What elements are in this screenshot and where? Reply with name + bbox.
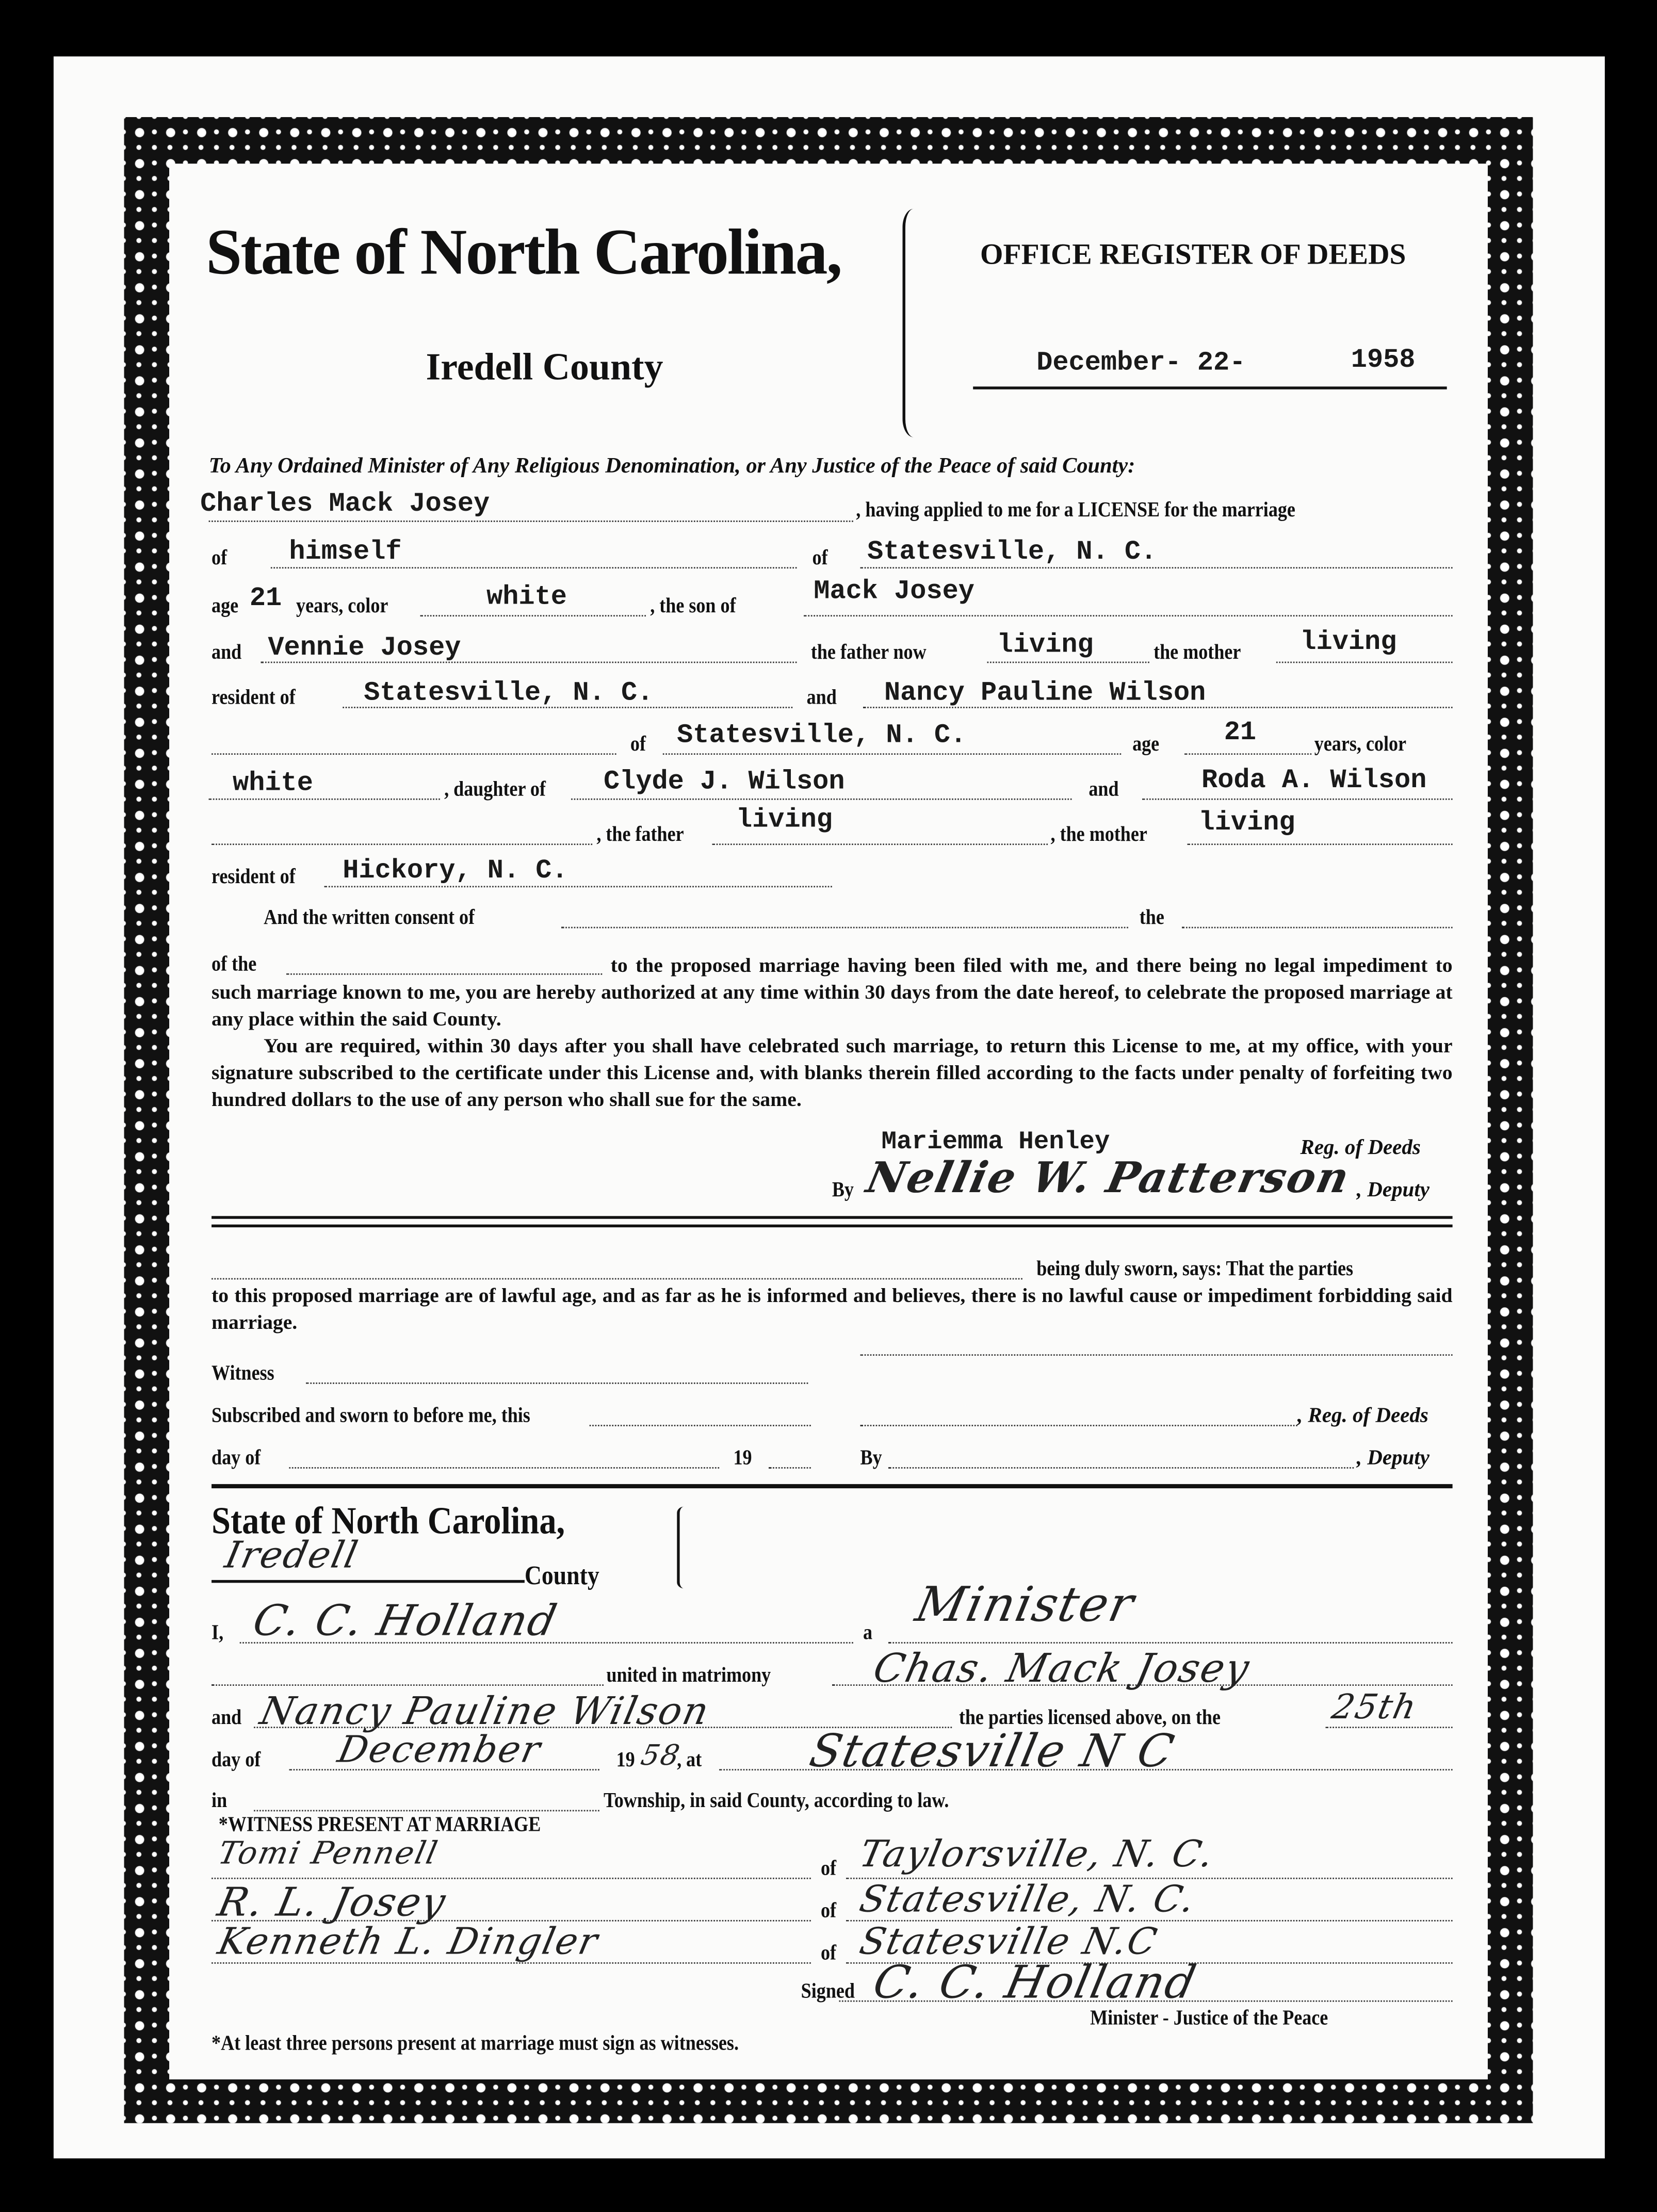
applicant-name: Charles Mack Josey — [200, 488, 490, 519]
field-line — [1182, 927, 1453, 929]
field-line — [1188, 843, 1453, 845]
field-line — [212, 753, 616, 755]
label: of — [820, 1942, 837, 1965]
bride-handwritten: Nancy Pauline Wilson — [256, 1690, 714, 1734]
witness-name: Tomi Pennell — [215, 1836, 442, 1872]
field-line — [1326, 1727, 1453, 1728]
label: a — [863, 1622, 873, 1645]
label: age — [212, 595, 239, 618]
label: years, color — [1314, 734, 1407, 756]
field-line — [860, 1425, 1297, 1426]
label: And the written consent of — [264, 907, 475, 930]
label: Township, in said County, according to law. — [603, 1790, 949, 1813]
bride-residence: Statesville, N. C. — [677, 719, 967, 751]
bride-parents-residence: Hickory, N. C. — [343, 855, 568, 886]
label: the parties licensed above, on the — [959, 1706, 1221, 1730]
witness-residence: Statesville, N. C. — [855, 1879, 1200, 1922]
bride-father: Clyde J. Wilson — [603, 766, 845, 798]
field-line — [212, 843, 592, 845]
affidavit-text: to this proposed marriage are of lawful age, and as far as he is informed and believes, there is no lawful cause or impediment forbidding said marriage. — [212, 1285, 1453, 1335]
label: , having applied to me for a LICENSE for the marriage — [856, 499, 1295, 522]
label: , the mother — [1050, 824, 1147, 847]
label: and — [212, 642, 242, 665]
witness-name: Kenneth L. Dingler — [214, 1921, 603, 1964]
witness-heading: *WITNESS PRESENT AT MARRIAGE — [218, 1814, 541, 1837]
label: 19 — [616, 1749, 635, 1772]
label: , the son of — [650, 595, 736, 618]
field-line — [254, 1810, 599, 1812]
field-line — [212, 1684, 604, 1686]
label: years, color — [296, 595, 388, 618]
label: and — [212, 1706, 242, 1730]
office-title: OFFICE REGISTER OF DEEDS — [980, 237, 1406, 271]
field-line — [987, 662, 1149, 663]
bride-mother-status: living — [1198, 807, 1295, 838]
bride-name: Nancy Pauline Wilson — [884, 677, 1206, 708]
label: of — [812, 547, 828, 570]
field-line — [769, 1467, 811, 1469]
officiant-title: Minister — [911, 1577, 1140, 1634]
label: resident of — [212, 687, 296, 710]
label: and — [1089, 778, 1119, 802]
divider — [212, 1216, 1453, 1218]
field-line — [212, 1278, 1022, 1280]
groom-parents-residence: Statesville, N. C. — [364, 677, 654, 708]
label: the father now — [810, 642, 927, 665]
field-line — [1184, 753, 1311, 755]
label: Reg. of Deeds — [1300, 1137, 1421, 1160]
field-line — [212, 1580, 525, 1582]
label: day of — [212, 1447, 261, 1470]
groom-father: Mack Josey — [814, 575, 975, 607]
certificate-state-title: State of North Carolina, — [212, 1499, 565, 1542]
divider — [212, 1225, 1453, 1227]
groom-color: white — [486, 581, 567, 612]
field-line — [271, 567, 797, 568]
signer-title: Minister - Justice of the Peace — [1090, 2007, 1328, 2030]
witness-residence: Statesville N.C — [855, 1921, 1162, 1964]
certificate-county: Iredell — [221, 1535, 363, 1577]
groom-father-status: living — [997, 629, 1094, 660]
label: of the — [212, 953, 257, 977]
label: of — [630, 734, 646, 756]
officiant-name: C. C. Holland — [248, 1597, 562, 1647]
label: Subscribed and sworn to before me, this — [212, 1405, 530, 1428]
label: being duly sworn, says: That the parties — [1036, 1258, 1354, 1281]
label: and — [806, 687, 837, 710]
field-line — [571, 799, 1071, 800]
label: By — [832, 1179, 854, 1202]
witness-residence: Taylorsville, N. C. — [855, 1834, 1219, 1877]
field-line — [289, 1467, 719, 1469]
field-line — [1276, 662, 1453, 663]
groom-age: 21 — [249, 582, 282, 614]
field-line — [712, 843, 1048, 845]
label: the mother — [1154, 642, 1241, 665]
license-year: 1958 — [1351, 344, 1416, 376]
field-line — [663, 753, 1121, 755]
license-date: December- 22- — [1036, 347, 1246, 378]
divider — [212, 1484, 1453, 1488]
marriage-year: 58 — [638, 1738, 684, 1772]
brace-icon — [903, 209, 925, 437]
field-line — [590, 1425, 811, 1426]
field-line — [888, 1467, 1354, 1469]
label: the — [1139, 907, 1164, 930]
field-line — [860, 567, 1452, 568]
field-line — [324, 886, 832, 887]
brace-icon — [677, 1507, 691, 1589]
label: , Deputy — [1356, 1447, 1429, 1470]
groom-mother: Vennie Josey — [268, 632, 461, 663]
applicant-line — [209, 521, 853, 522]
bride-mother: Roda A. Wilson — [1201, 765, 1427, 796]
label: of — [820, 1858, 837, 1881]
bride-father-status: living — [736, 804, 833, 835]
marriage-day: 25th — [1328, 1687, 1421, 1727]
field-line — [1142, 799, 1452, 800]
field-line — [420, 615, 646, 616]
label: , Deputy — [1356, 1179, 1429, 1202]
groom-residence: Statesville, N. C. — [867, 536, 1157, 567]
witness-name: R. L. Josey — [214, 1879, 451, 1926]
footnote: *At least three persons present at marriage must sign as witnesses. — [212, 2032, 739, 2056]
field-line — [804, 615, 1452, 616]
label: By — [860, 1447, 882, 1470]
label: Signed — [801, 1980, 855, 2004]
label: age — [1132, 734, 1160, 756]
label: , Reg. of Deeds — [1297, 1405, 1428, 1428]
label: , at — [677, 1749, 702, 1772]
return-paragraph: You are required, within 30 days after you shall have celebrated such marriage, to return this License to me, at my office, with your signature subscribed to the certificate under this License and, with blanks therein filled according to the facts under penalty of forfeiting two hundred dollars to the use of any person who shall sue for the same. — [212, 1035, 1453, 1112]
groom-mother-status: living — [1300, 626, 1397, 658]
label: I, — [212, 1622, 224, 1645]
label: day of — [212, 1749, 261, 1772]
label: united in matrimony — [606, 1664, 771, 1687]
label: in — [212, 1790, 228, 1813]
field-line — [561, 927, 1128, 929]
field-line — [209, 799, 440, 800]
field-line — [888, 1642, 1452, 1644]
label: , the father — [596, 824, 684, 847]
bride-age: 21 — [1224, 717, 1257, 748]
bride-color: white — [233, 767, 313, 799]
intro-text: To Any Ordained Minister of Any Religious Denomination, or Any Justice of the Peace of said County: — [208, 454, 1135, 479]
date-line — [973, 386, 1447, 388]
label: resident of — [212, 866, 296, 889]
deputy-signature: Nellie W. Patterson — [862, 1153, 1355, 1203]
officiant-signature: C. C. Holland — [868, 1955, 1202, 2009]
groom-handwritten: Chas. Mack Josey — [869, 1645, 1255, 1691]
groom-field: himself — [289, 536, 402, 567]
authorization-paragraph: to the proposed marriage having been filed with me, and there being no legal impediment to such marriage known to me, you are hereby authorized at any time within 30 days from the date hereof, to celebrate the proposed marriage at any place within the said County. — [212, 955, 1453, 1032]
register-name: Mariemma Henley — [881, 1128, 1110, 1157]
label: County — [524, 1562, 599, 1591]
label: , daughter of — [444, 778, 546, 802]
label: 19 — [733, 1447, 752, 1470]
field-line — [860, 1354, 1452, 1356]
county-title: Iredell County — [426, 346, 663, 388]
marriage-month: December — [334, 1729, 545, 1772]
label: of — [212, 547, 228, 570]
label: of — [820, 1900, 837, 1923]
state-title: State of North Carolina, — [206, 216, 841, 288]
marriage-place: Statesville N C — [805, 1723, 1180, 1778]
field-line — [306, 1382, 808, 1384]
label: Witness — [212, 1362, 274, 1386]
